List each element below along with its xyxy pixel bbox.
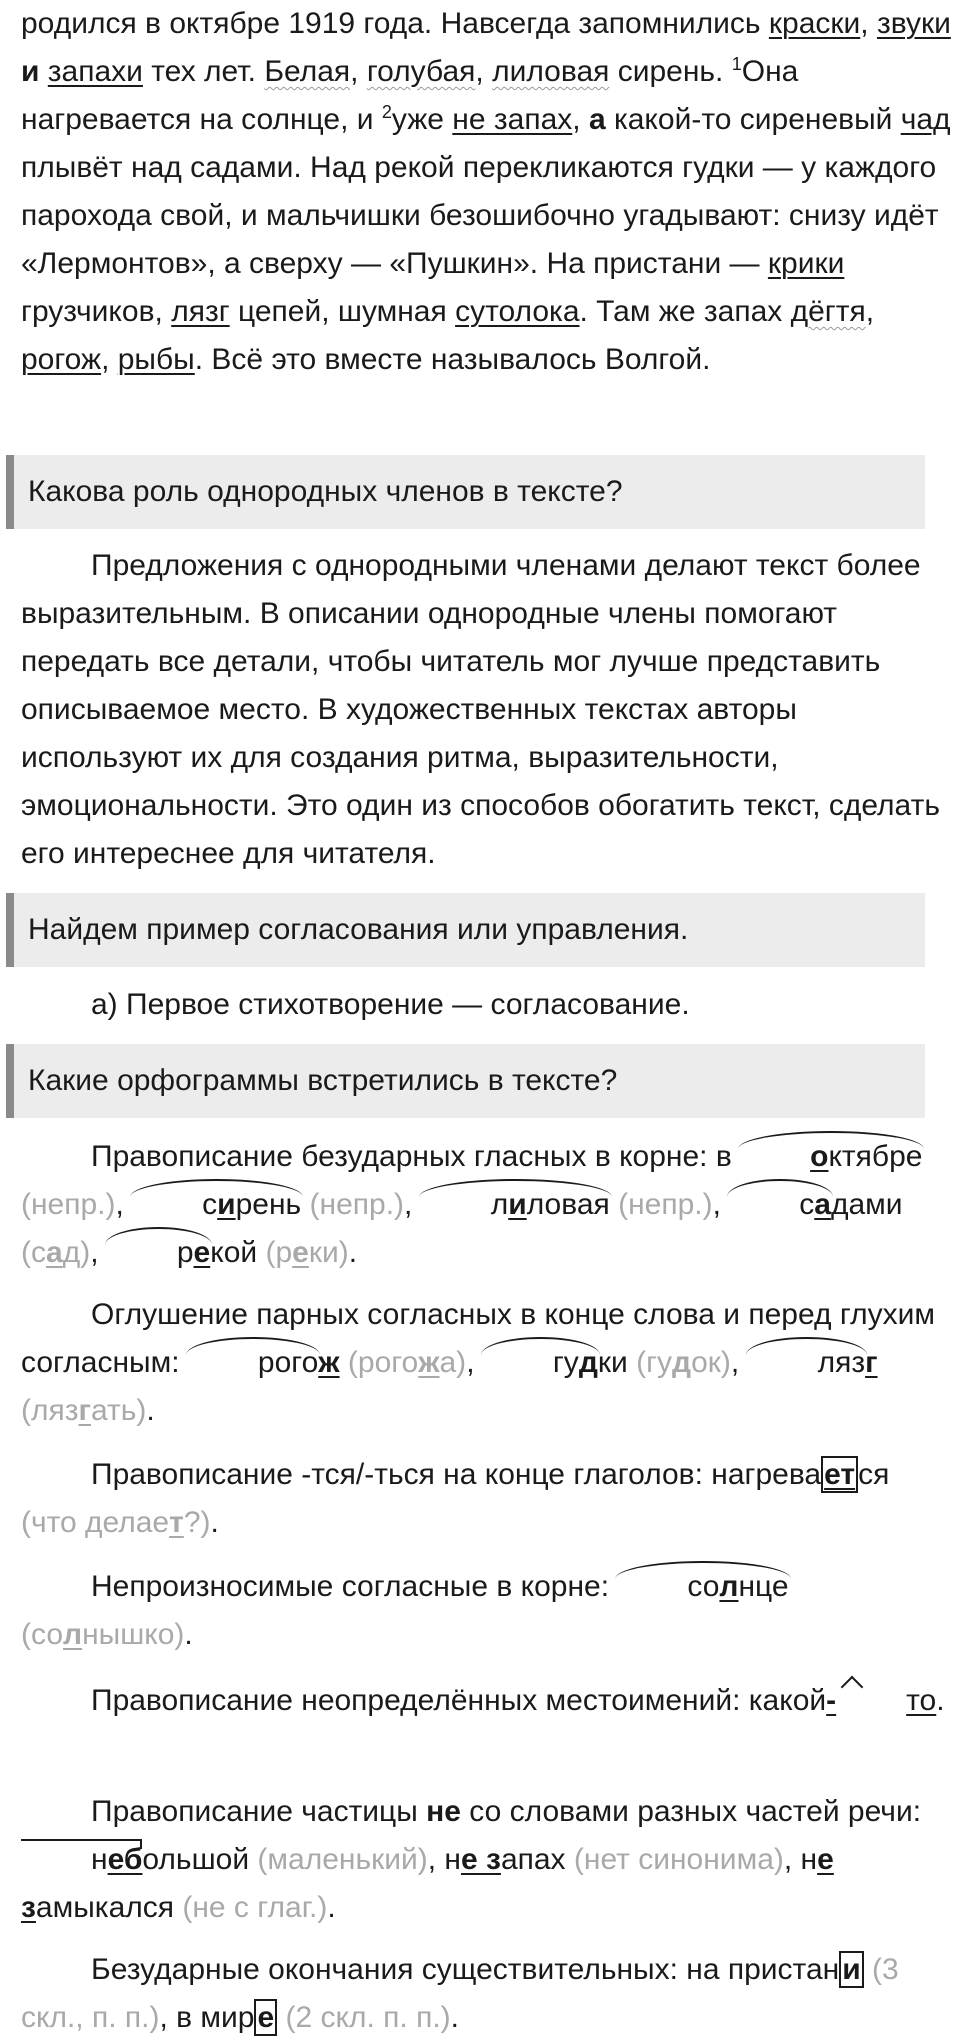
question-1-text: Какова роль однородных членов в тексте?	[28, 475, 623, 508]
orthogram-particle-ne: Правописание частицы не со словами разных частей речи: небольшой (маленький), не запах (нет синонима), не замыкался (не с глаг.).	[21, 1795, 922, 1924]
orthogram-noun-endings: Безударные окончания существительных: на пристан и (3 скл., п. п.), в мир е (2 скл. п. п.).	[21, 1953, 899, 2034]
orthogram-tsya-tsya: Правописание -тся/-ться на конце глаголов: нагрева ет ся (что делает?).	[21, 1458, 890, 1539]
orthogram-voiceless-consonants: Оглушение парных согласных в конце слова и перед глухим согласным: рогож (рогожа), гудки (гудок), лязг (лязгать).	[21, 1298, 935, 1427]
question-3-text: Какие орфограммы встретились в тексте?	[28, 1064, 618, 1097]
answer-2-paragraph: а) Первое стихотворение — согласование.	[91, 988, 690, 1021]
question-1-block	[6, 455, 925, 529]
question-3-block	[6, 1044, 925, 1118]
question-2-text: Найдем пример согласования или управления.	[28, 913, 689, 946]
orthogram-indefinite-pronouns: Правописание неопределённых местоимений: какой- то.	[21, 1677, 951, 1725]
orthogram-unstressed-vowels: Правописание безударных гласных в корне: в октябре (непр.), сирень (непр.), лиловая (непр.), садами (сад), рекой (реки).	[21, 1133, 951, 1277]
answer-1-paragraph: Предложения с однородными членами делают текст более выразительным. В описании однородные члены помогают передать все детали, чтобы читатель мог лучше представить описываемое место. В художественных текстах авторы используют их для создания ритма, выразительности, эмоциональности. Это один из способов обогатить текст, сделать его интереснее для читателя.	[21, 549, 940, 870]
orthogram-silent-consonants: Непроизносимые согласные в корне: солнце (солнышко).	[21, 1563, 951, 1659]
question-2-block	[6, 893, 925, 967]
intro-paragraph: родился в октябре 1919 года. Навсегда запомнились краски, звуки и запахи тех лет. Белая, голубая, лиловая сирень. $^1$Она нагревается на солнце, и $^2$уже не запах, а какой-то сиреневый чад плывёт над садами. Над рекой перекликаются гудки — у каждого парохода свой, и мальчишки безошибочно угадывают: снизу идёт «Лермонтов», а сверху — «Пушкин». На пристани — крики грузчиков, лязг цепей, шумная сутолока. Там же запах дёгтя, рогож, рыбы. Всё это вместе называлось Волгой.	[21, 7, 951, 376]
